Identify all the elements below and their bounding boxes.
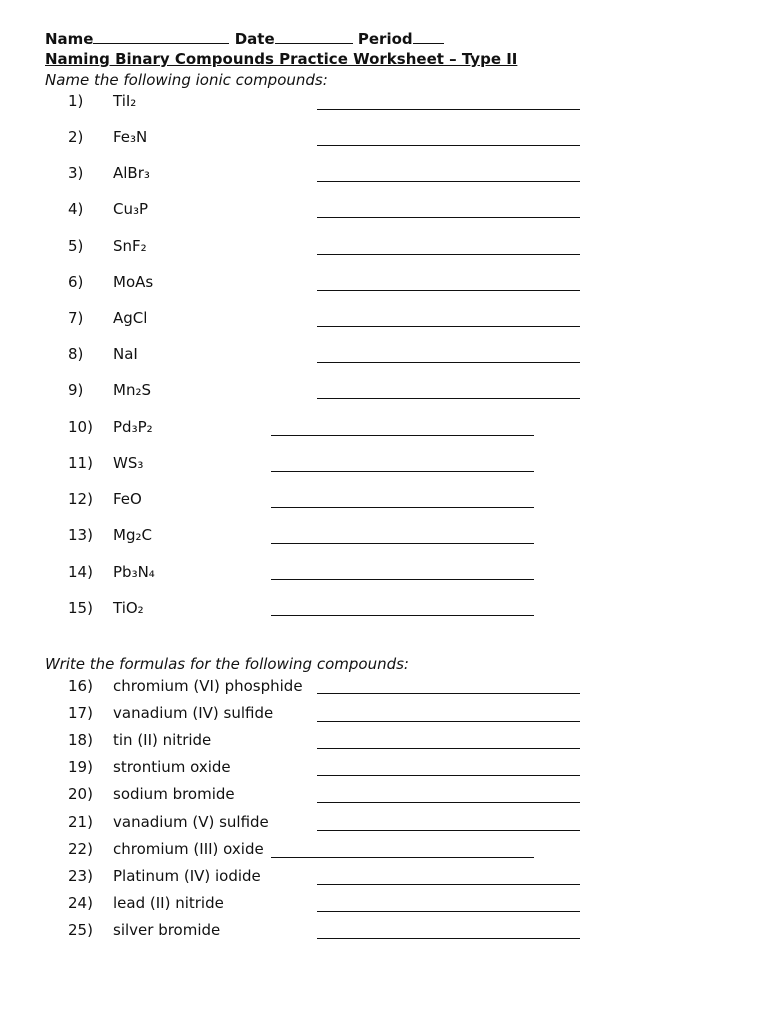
question-text: vanadium (V) sulfide	[113, 813, 269, 831]
question-text: SnF₂	[113, 237, 147, 255]
question-number: 18)	[68, 731, 93, 749]
section2-instruction: Write the formulas for the following compounds:	[45, 655, 409, 673]
question-number: 20)	[68, 785, 93, 803]
question-text: Mn₂S	[113, 381, 151, 399]
answer-blank[interactable]	[317, 748, 580, 749]
answer-blank[interactable]	[317, 721, 580, 722]
question-text: Fe₃N	[113, 128, 148, 146]
question-number: 7)	[68, 309, 84, 327]
answer-blank[interactable]	[317, 830, 580, 831]
question-text: FeO	[113, 490, 142, 508]
answer-blank[interactable]	[317, 362, 580, 363]
question-number: 21)	[68, 813, 93, 831]
answer-blank[interactable]	[271, 435, 534, 436]
answer-blank[interactable]	[271, 543, 534, 544]
answer-blank[interactable]	[271, 615, 534, 616]
question-text: vanadium (IV) sulfide	[113, 704, 274, 722]
date-label: Date	[234, 30, 275, 48]
question-text: lead (II) nitride	[113, 894, 224, 912]
question-number: 16)	[68, 677, 93, 695]
question-number: 1)	[68, 92, 84, 110]
period-blank[interactable]	[413, 29, 444, 44]
question-number: 10)	[68, 418, 93, 436]
answer-blank[interactable]	[271, 471, 534, 472]
section1-instruction: Name the following ionic compounds:	[45, 71, 328, 89]
question-number: 3)	[68, 164, 84, 182]
question-number: 14)	[68, 563, 93, 581]
question-text: Pb₃N₄	[113, 563, 155, 581]
question-number: 23)	[68, 867, 93, 885]
name-blank[interactable]	[93, 29, 229, 44]
question-number: 15)	[68, 599, 93, 617]
question-number: 9)	[68, 381, 84, 399]
answer-blank[interactable]	[317, 145, 580, 146]
question-text: Cu₃P	[113, 200, 149, 218]
answer-blank[interactable]	[317, 775, 580, 776]
question-text: strontium oxide	[113, 758, 231, 776]
answer-blank[interactable]	[317, 802, 580, 803]
answer-blank[interactable]	[271, 579, 534, 580]
name-label: Name	[45, 30, 94, 48]
question-text: chromium (III) oxide	[113, 840, 264, 858]
question-number: 24)	[68, 894, 93, 912]
answer-blank[interactable]	[317, 938, 580, 939]
answer-blank[interactable]	[317, 884, 580, 885]
question-text: TiI₂	[113, 92, 137, 110]
question-number: 6)	[68, 273, 84, 291]
question-text: AgCl	[113, 309, 148, 327]
question-number: 13)	[68, 526, 93, 544]
question-text: Pd₃P₂	[113, 418, 153, 436]
question-text: silver bromide	[113, 921, 221, 939]
question-number: 8)	[68, 345, 84, 363]
question-text: chromium (VI) phosphide	[113, 677, 303, 695]
answer-blank[interactable]	[317, 911, 580, 912]
answer-blank[interactable]	[271, 507, 534, 508]
question-number: 25)	[68, 921, 93, 939]
question-number: 12)	[68, 490, 93, 508]
question-text: Mg₂C	[113, 526, 152, 544]
question-text: tin (II) nitride	[113, 731, 212, 749]
worksheet-title: Naming Binary Compounds Practice Worksheet – Type II	[45, 50, 518, 68]
question-number: 19)	[68, 758, 93, 776]
question-number: 4)	[68, 200, 84, 218]
answer-blank[interactable]	[271, 857, 534, 858]
question-number: 5)	[68, 237, 84, 255]
question-text: sodium bromide	[113, 785, 235, 803]
header-line	[45, 29, 444, 48]
question-number: 17)	[68, 704, 93, 722]
question-text: Platinum (IV) iodide	[113, 867, 261, 885]
answer-blank[interactable]	[317, 181, 580, 182]
question-number: 22)	[68, 840, 93, 858]
answer-blank[interactable]	[317, 326, 580, 327]
question-text: TiO₂	[113, 599, 144, 617]
answer-blank[interactable]	[317, 290, 580, 291]
answer-blank[interactable]	[317, 693, 580, 694]
period-label: Period	[357, 30, 413, 48]
question-text: WS₃	[113, 454, 144, 472]
answer-blank[interactable]	[317, 109, 580, 110]
answer-blank[interactable]	[317, 398, 580, 399]
question-number: 2)	[68, 128, 84, 146]
question-number: 11)	[68, 454, 93, 472]
answer-blank[interactable]	[317, 254, 580, 255]
question-text: MoAs	[113, 273, 154, 291]
answer-blank[interactable]	[317, 217, 580, 218]
question-text: AlBr₃	[113, 164, 150, 182]
question-text: NaI	[113, 345, 138, 363]
date-blank[interactable]	[275, 29, 353, 44]
